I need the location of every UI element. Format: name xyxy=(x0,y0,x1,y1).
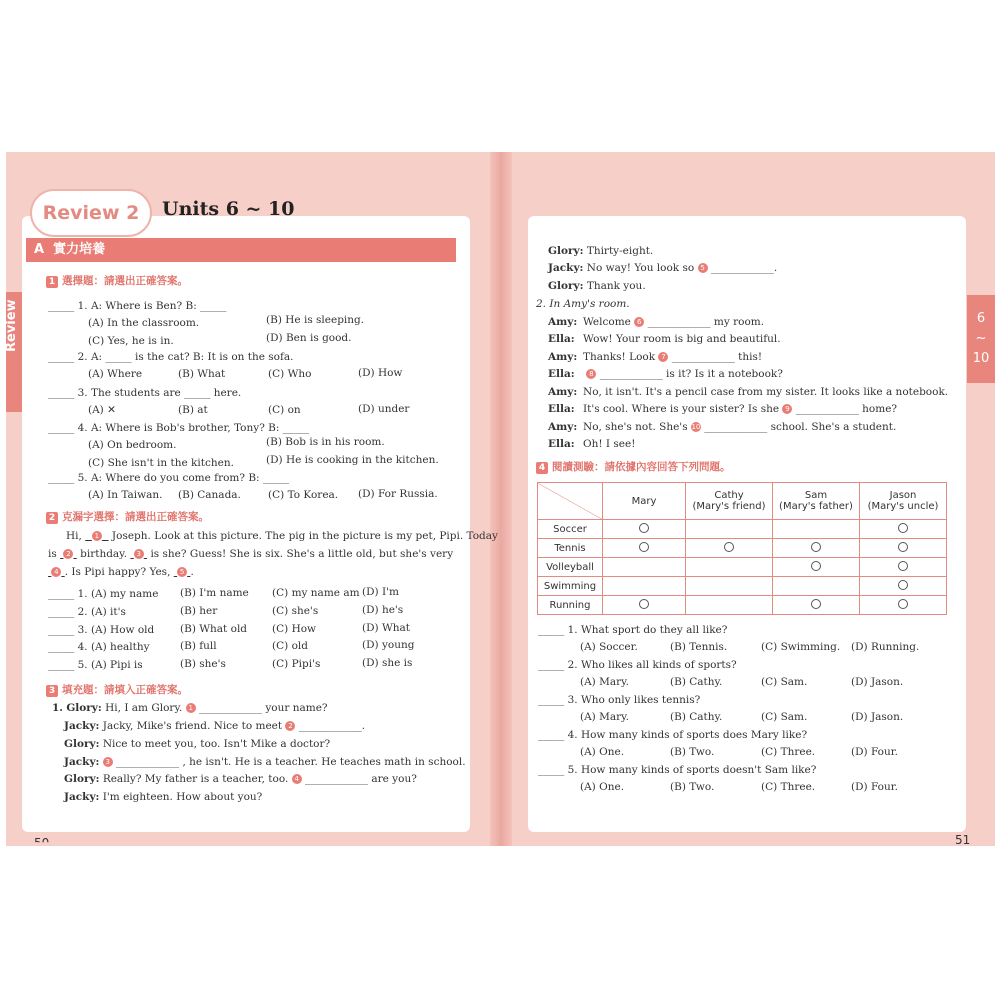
line-text: No, she's not. She's xyxy=(583,421,688,433)
reading-question: _____ 5. How many kinds of sports doesn't Sam like? xyxy=(538,764,817,776)
circle-mark-icon xyxy=(898,561,908,571)
mc-question: _____ 5. A: Where do you come from? B: _____ xyxy=(48,472,290,484)
reading-question: _____ 1. What sport do they all like? xyxy=(538,624,728,636)
table-header-cell xyxy=(773,483,860,520)
reading-option-b: (B) Tennis. xyxy=(670,641,728,653)
mark-cell xyxy=(686,558,773,577)
mark-cell xyxy=(860,596,947,615)
subsection-2-num: 2 xyxy=(46,512,58,524)
cloze-option-d: (D) young xyxy=(362,639,415,651)
units-title: Units 6 ~ 10 xyxy=(162,198,295,220)
speaker: Jacky: xyxy=(64,720,100,732)
dialog-line xyxy=(548,280,646,292)
cloze-text: Joseph. Look at this picture. The pig in the picture is my pet, Pipi. Today xyxy=(111,530,498,542)
cloze-option-b: (B) full xyxy=(180,640,217,652)
reading-option-c: (C) Swimming. xyxy=(761,641,841,653)
subsection-2 xyxy=(46,509,209,524)
speaker: Glory: xyxy=(64,738,100,750)
mc-option-d: (D) He is cooking in the kitchen. xyxy=(266,454,439,466)
speaker: Ella: xyxy=(548,403,575,415)
dialog-line xyxy=(64,773,417,785)
reading-option-b: (B) Cathy. xyxy=(670,711,723,723)
dialog-line xyxy=(64,720,365,732)
table-header-cell xyxy=(538,483,603,520)
mark-cell xyxy=(603,539,686,558)
mark-cell xyxy=(686,577,773,596)
line-text: Jacky, Mike's friend. Nice to meet xyxy=(102,720,283,732)
reading-option-c: (C) Sam. xyxy=(761,711,808,723)
mark-cell xyxy=(773,558,860,577)
mc-option-b: (B) Bob is in his room. xyxy=(266,436,385,448)
dialog-line xyxy=(548,421,896,433)
blank-marker: 5 xyxy=(698,263,708,273)
cloze-text: . Is Pipi happy? Yes, xyxy=(64,566,171,578)
cloze-text: . xyxy=(190,566,194,578)
line-text: Welcome xyxy=(583,316,631,328)
cloze-question: _____ 5. (A) Pipi is xyxy=(48,659,143,671)
mc-option-c: (C) To Korea. xyxy=(268,489,339,501)
table-row xyxy=(538,596,947,615)
cloze-text: Hi, xyxy=(66,530,82,542)
cloze-option-c: (C) How xyxy=(272,623,317,635)
line-text: Oh! I see! xyxy=(583,438,636,450)
line-text: ____________ is it? Is it a notebook? xyxy=(599,368,783,380)
dialog-2-title: 2. In Amy's room. xyxy=(536,298,630,310)
blank-3-marker: 3 xyxy=(134,549,144,559)
circle-mark-icon xyxy=(898,523,908,533)
sport-cell xyxy=(538,558,603,577)
dialog-line xyxy=(548,262,777,274)
reading-option-a: (A) One. xyxy=(580,781,625,793)
subsection-1-title: 選擇題：請選出正確答案。 xyxy=(62,275,188,287)
mc-option-c: (C) on xyxy=(268,404,301,416)
header-role: (Mary's uncle) xyxy=(867,501,939,512)
cloze-text: is xyxy=(48,548,57,560)
sport-cell xyxy=(538,520,603,539)
line-text: No way! You look so xyxy=(586,262,695,274)
reading-option-b: (B) Two. xyxy=(670,746,715,758)
reading-question: _____ 4. How many kinds of sports does Mary like? xyxy=(538,729,808,741)
cloze-question: _____ 1. (A) my name xyxy=(48,588,159,600)
line-text: Wow! Your room is big and beautiful. xyxy=(583,333,781,345)
speaker: Glory: xyxy=(66,702,102,714)
cloze-line-1 xyxy=(66,530,498,542)
dialog-line xyxy=(548,333,781,345)
dialog-number: 1. xyxy=(52,702,63,714)
reading-option-a: (A) One. xyxy=(580,746,625,758)
blank-marker: 8 xyxy=(586,369,596,379)
line-text: ____________ my room. xyxy=(647,316,765,328)
blank-4-marker: 4 xyxy=(51,567,61,577)
reading-option-d: (D) Four. xyxy=(851,781,898,793)
speaker: Glory: xyxy=(548,280,584,292)
circle-mark-icon xyxy=(811,599,821,609)
speaker: Ella: xyxy=(548,333,575,345)
blank-marker: 3 xyxy=(103,757,113,767)
blank-marker: 2 xyxy=(285,721,295,731)
blank-2-marker: 2 xyxy=(63,549,73,559)
mc-option-a: (A) On bedroom. xyxy=(88,439,177,451)
section-a-letter: A xyxy=(34,242,45,257)
blank-marker: 7 xyxy=(658,352,668,362)
table-row xyxy=(538,520,947,539)
mark-cell xyxy=(860,539,947,558)
sport-name: Volleyball xyxy=(546,561,594,573)
cloze-option-b: (B) What old xyxy=(180,623,248,635)
side-tab-review xyxy=(6,292,22,412)
cloze-option-c: (C) my name am xyxy=(272,587,360,599)
cloze-question: _____ 2. (A) it's xyxy=(48,606,126,618)
cloze-text: is she? Guess! She is six. She's a little old, but she's very xyxy=(150,548,454,560)
circle-mark-icon xyxy=(811,542,821,552)
line-text: Really? My father is a teacher, too. xyxy=(102,773,289,785)
mc-option-c: (C) Yes, he is in. xyxy=(88,335,174,347)
line-text: Thanks! Look xyxy=(583,351,656,363)
reading-question: _____ 2. Who likes all kinds of sports? xyxy=(538,659,737,671)
speaker: Ella: xyxy=(548,438,575,450)
dialog-line xyxy=(64,791,262,803)
speaker: Amy: xyxy=(548,316,578,328)
mark-cell xyxy=(603,577,686,596)
sport-name: Soccer xyxy=(553,523,587,535)
line-text: ____________ , he isn't. He is a teacher. He teaches math in school. xyxy=(116,756,466,768)
table-row xyxy=(538,577,947,596)
circle-mark-icon xyxy=(898,580,908,590)
mc-option-a: (A) In Taiwan. xyxy=(88,489,163,501)
line-text: ____________ home? xyxy=(795,403,898,415)
cloze-text: birthday. xyxy=(80,548,128,560)
line-text: ____________. xyxy=(298,720,366,732)
mc-option-a: (A) Where xyxy=(88,368,143,380)
blank-1-marker: 1 xyxy=(92,531,102,541)
cloze-line-2 xyxy=(48,548,453,560)
dialog-line xyxy=(548,245,653,257)
reading-option-d: (D) Jason. xyxy=(851,676,904,688)
speaker: Jacky: xyxy=(548,262,584,274)
section-a-banner xyxy=(26,238,456,262)
header-role: (Mary's father) xyxy=(779,501,853,512)
mc-option-d: (D) Ben is good. xyxy=(266,332,352,344)
line-text: Hi, I am Glory. xyxy=(105,702,183,714)
reading-option-b: (B) Two. xyxy=(670,781,715,793)
mc-question: _____ 4. A: Where is Bob's brother, Tony? B: _____ xyxy=(48,422,310,434)
mc-option-a: (A) ✕ xyxy=(88,404,116,416)
blank-marker: 6 xyxy=(634,317,644,327)
mark-cell xyxy=(603,520,686,539)
circle-mark-icon xyxy=(639,542,649,552)
line-text: ____________ your name? xyxy=(199,702,328,714)
table-row xyxy=(538,539,947,558)
review-badge: Review 2 xyxy=(30,189,152,237)
speaker: Glory: xyxy=(548,245,584,257)
section-a-title: 實力培養 xyxy=(53,242,106,257)
circle-mark-icon xyxy=(811,561,821,571)
mark-cell xyxy=(860,520,947,539)
mc-option-d: (D) How xyxy=(358,367,403,379)
reading-option-c: (C) Three. xyxy=(761,781,816,793)
cloze-option-d: (D) What xyxy=(362,622,410,634)
header-name: Cathy xyxy=(714,490,744,501)
subsection-4-num: 4 xyxy=(536,462,548,474)
cloze-option-b: (B) her xyxy=(180,605,218,617)
header-name: Mary xyxy=(631,495,657,507)
mark-cell xyxy=(686,520,773,539)
mark-cell xyxy=(860,577,947,596)
mc-question: _____ 3. The students are _____ here. xyxy=(48,387,242,399)
sport-name: Swimming xyxy=(543,580,597,592)
mark-cell xyxy=(686,539,773,558)
side-tab-label: Review xyxy=(4,299,19,352)
cloze-option-c: (C) old xyxy=(272,640,308,652)
cloze-option-b: (B) I'm name xyxy=(180,587,249,599)
table-header-cell xyxy=(686,483,773,520)
dialog-line xyxy=(548,438,635,450)
reading-option-d: (D) Running. xyxy=(851,641,920,653)
mc-option-b: (B) He is sleeping. xyxy=(266,314,365,326)
cloze-line-3 xyxy=(48,566,194,578)
subsection-4-title: 閱讀測驗：請依據內容回答下列問題。 xyxy=(552,461,731,473)
subsection-3 xyxy=(46,682,188,697)
side-tab-units xyxy=(967,295,995,383)
blank-marker: 4 xyxy=(292,774,302,784)
line-text: Thirty-eight. xyxy=(586,245,654,257)
reading-option-b: (B) Cathy. xyxy=(670,676,723,688)
speaker: Amy: xyxy=(548,386,578,398)
line-text: ____________. xyxy=(710,262,778,274)
reading-option-d: (D) Four. xyxy=(851,746,898,758)
sport-cell xyxy=(538,596,603,615)
mark-cell xyxy=(686,596,773,615)
mark-cell xyxy=(773,539,860,558)
cloze-option-d: (D) she is xyxy=(362,657,413,669)
circle-mark-icon xyxy=(639,599,649,609)
subsection-1 xyxy=(46,273,188,288)
dialog-line xyxy=(64,756,466,768)
line-text: No, it isn't. It's a pencil case from my sister. It looks like a notebook. xyxy=(583,386,949,398)
subsection-3-title: 填充題：請填入正確答案。 xyxy=(62,684,188,696)
dialog-line xyxy=(548,351,762,363)
cloze-question: _____ 3. (A) How old xyxy=(48,624,155,636)
cloze-option-d: (D) I'm xyxy=(362,586,399,598)
dialog-line xyxy=(548,368,783,380)
speaker: Amy: xyxy=(548,351,578,363)
speaker: Jacky: xyxy=(64,791,100,803)
line-text: ____________ are you? xyxy=(305,773,417,785)
mark-cell xyxy=(773,520,860,539)
reading-option-c: (C) Sam. xyxy=(761,676,808,688)
mc-option-b: (B) Canada. xyxy=(178,489,241,501)
mc-question: _____ 1. A: Where is Ben? B: _____ xyxy=(48,300,227,312)
line-text: ____________ school. She's a student. xyxy=(704,421,897,433)
dialog-line xyxy=(548,316,764,328)
cloze-option-d: (D) he's xyxy=(362,604,404,616)
table-header-cell xyxy=(603,483,686,520)
mark-cell xyxy=(773,577,860,596)
speaker: Glory: xyxy=(64,773,100,785)
mark-cell xyxy=(860,558,947,577)
subsection-4 xyxy=(536,459,731,474)
mc-option-d: (D) For Russia. xyxy=(358,488,438,500)
line-text: It's cool. Where is your sister? Is she xyxy=(583,403,780,415)
blank-marker: 10 xyxy=(691,423,701,431)
mark-cell xyxy=(603,558,686,577)
blank-marker: 9 xyxy=(782,404,792,414)
subsection-3-num: 3 xyxy=(46,685,58,697)
subsection-2-title: 克漏字選擇：請選出正確答案。 xyxy=(62,511,209,523)
sport-name: Tennis xyxy=(554,542,586,554)
reading-option-a: (A) Mary. xyxy=(580,711,630,723)
reading-option-a: (A) Mary. xyxy=(580,676,630,688)
speaker: Amy: xyxy=(548,421,578,433)
side-tab-mid: ~ xyxy=(975,331,987,346)
dialog-line xyxy=(548,386,948,398)
circle-mark-icon xyxy=(898,542,908,552)
cloze-option-c: (C) she's xyxy=(272,605,319,617)
mc-option-d: (D) under xyxy=(358,403,410,415)
mc-option-b: (B) at xyxy=(178,404,208,416)
header-role: (Mary's friend) xyxy=(692,501,766,512)
side-tab-bot: 10 xyxy=(972,351,990,366)
dialog-line xyxy=(52,702,328,714)
line-text: Thank you. xyxy=(586,280,646,292)
blank-marker: 1 xyxy=(186,703,196,713)
mc-question: _____ 2. A: _____ is the cat? B: It is on the sofa. xyxy=(48,351,294,363)
reading-option-d: (D) Jason. xyxy=(851,711,904,723)
blank-5-marker: 5 xyxy=(177,567,187,577)
line-text: Nice to meet you, too. Isn't Mike a doctor? xyxy=(102,738,331,750)
reading-option-a: (A) Soccer. xyxy=(580,641,638,653)
mc-option-c: (C) Who xyxy=(268,368,312,380)
mc-option-b: (B) What xyxy=(178,368,226,380)
mc-option-c: (C) She isn't in the kitchen. xyxy=(88,457,234,469)
sport-name: Running xyxy=(549,599,591,611)
sports-table xyxy=(537,482,947,615)
reading-question: _____ 3. Who only likes tennis? xyxy=(538,694,701,706)
dialog-line xyxy=(64,738,330,750)
reading-option-c: (C) Three. xyxy=(761,746,816,758)
speaker: Jacky: xyxy=(64,756,100,768)
sport-cell xyxy=(538,577,603,596)
book-spine xyxy=(490,152,512,846)
header-name: Jason xyxy=(889,490,917,501)
cloze-option-b: (B) she's xyxy=(180,658,226,670)
side-tab-top: 6 xyxy=(976,311,986,326)
line-text: I'm eighteen. How about you? xyxy=(102,791,263,803)
cloze-option-c: (C) Pipi's xyxy=(272,658,321,670)
page-number-right: 51 xyxy=(955,833,971,847)
table-header-row xyxy=(538,483,947,520)
circle-mark-icon xyxy=(898,599,908,609)
mark-cell xyxy=(773,596,860,615)
table-header-cell xyxy=(860,483,947,520)
speaker: Ella: xyxy=(548,368,575,380)
table-row xyxy=(538,558,947,577)
mc-option-a: (A) In the classroom. xyxy=(88,317,200,329)
dialog-line xyxy=(548,403,897,415)
sport-cell xyxy=(538,539,603,558)
circle-mark-icon xyxy=(724,542,734,552)
circle-mark-icon xyxy=(639,523,649,533)
cloze-question: _____ 4. (A) healthy xyxy=(48,641,150,653)
mark-cell xyxy=(603,596,686,615)
header-name: Sam xyxy=(804,490,828,501)
line-text: ____________ this! xyxy=(671,351,763,363)
subsection-1-num: 1 xyxy=(46,276,58,288)
